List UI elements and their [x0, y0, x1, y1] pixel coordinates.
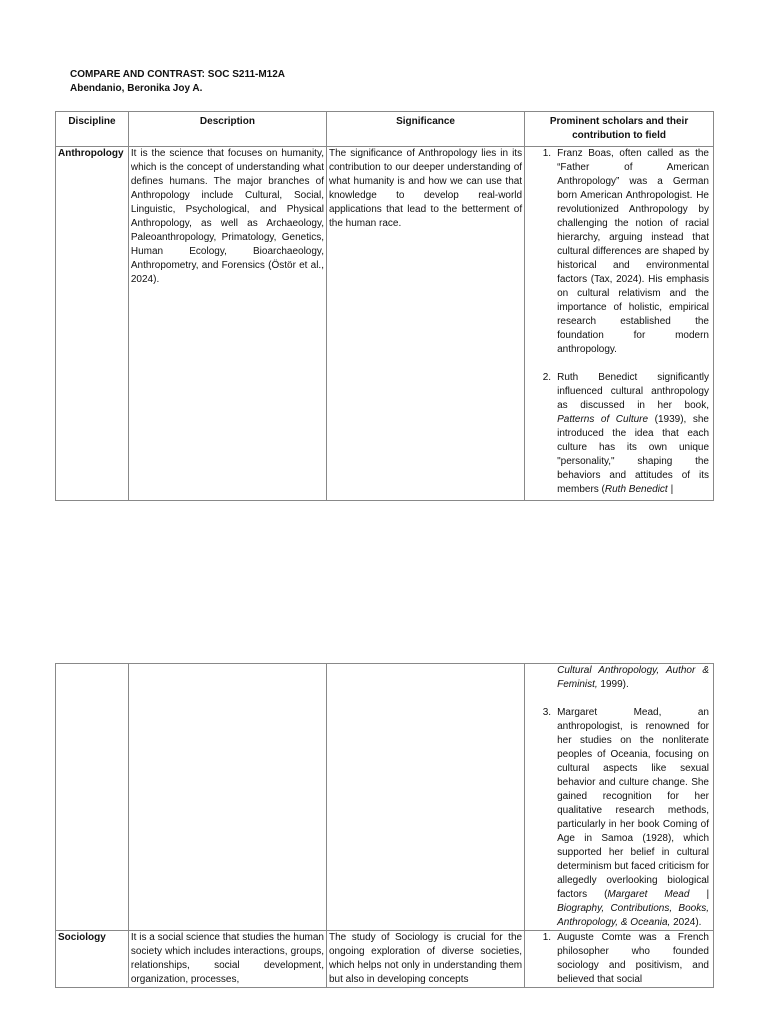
list-item: 1. Franz Boas, often called as the “Father of American Anthropology” was a German born American Anthropologist. He revolutionized Anthropology by challenging the notion of racial hierarchy, arguing instead that cultural differences are shaped by historical and environmental factors (Tax, 2024). His emphasis on cultural relativism and the importance of holistic, empirical research established the foundation for modern anthropology.	[542, 148, 709, 355]
scholar-boas: Franz Boas, often called as the “Father of American Anthropology” was a German born American Anthropologist. He revolutionized Anthropology by challenging the notion of racial hierarchy, arguing instead that cultural differences are shaped by historical and environmental factors (Tax, 2024). His emphasis on cultural relativism and the importance of holistic, empirical research established the foundation for modern anthropology.	[557, 148, 709, 355]
table-row-anthropology	[56, 147, 714, 501]
discipline-cell: Anthropology	[56, 147, 129, 501]
table-row-anthropology-continued	[56, 664, 714, 931]
scholar-benedict-continued: Cultural Anthropology, Author & Feminist, 1999).	[557, 665, 709, 690]
comparison-table-page2	[55, 663, 714, 988]
col-header-significance: Significance	[326, 112, 524, 147]
description-cell: It is the science that focuses on humanity, which is the concept of understanding what defines humans. The major branches of Anthropology include Cultural, Social, Linguistic, Psychological, and Physical Anthropology, as well as Archaeology, Paleoanthropology, Primatology, Genetics, Human Ecology, Bioarchaeology, Anthropometry, and Forensics (Östör et al., 2024).	[128, 147, 326, 501]
scholars-list	[527, 706, 711, 930]
course-title: COMPARE AND CONTRAST: SOC S211-M12A	[70, 69, 286, 80]
discipline-cell: Sociology	[56, 931, 129, 988]
col-header-scholars: Prominent scholars and their contribution to field	[525, 112, 714, 147]
list-item: 1. Auguste Comte was a French philosopher who founded sociology and positivism, and believed that social	[542, 932, 709, 985]
scholars-list	[527, 147, 711, 497]
scholar-mead: Margaret Mead, an anthropologist, is renowned for her studies on the nonliterate peoples of Oceania, focusing on cultural aspects like sexual behavior and culture change. She gained recognition for her qualitative research methods, particularly in her book Coming of Age in Samoa (1928), which supported her belief in cultural determinism but faced criticism for allegedly overlooking biological factors (Margaret Mead | Biography, Contributions, Books, Anthropology, & Oceania, 2024).	[557, 707, 710, 928]
document-header	[70, 68, 285, 96]
col-header-description: Description	[128, 112, 326, 147]
scholars-list	[527, 931, 711, 987]
list-item: 2. Ruth Benedict significantly influenced cultural anthropology as discussed in her book, Patterns of Culture (1939), she introduced the idea that each culture has its own unique "personality," shaping the behaviors and attitudes of its members (Ruth Benedict |	[542, 372, 709, 495]
table-row-sociology	[56, 931, 714, 988]
scholars-cell	[525, 147, 714, 501]
comparison-table-page1	[55, 111, 714, 501]
scholar-benedict: Ruth Benedict significantly influenced cultural anthropology as discussed in her book, Patterns of Culture (1939), she introduced the idea that each culture has its own unique "personality," shaping the behaviors and attitudes of its members (Ruth Benedict |	[557, 372, 709, 495]
scholars-cell	[525, 664, 714, 931]
scholars-cell	[525, 931, 714, 988]
significance-cell: The study of Sociology is crucial for the ongoing exploration of diverse societies, which helps not only in understanding them but also in developing concepts	[326, 931, 524, 988]
scholar-comte: Auguste Comte was a French philosopher who founded sociology and positivism, and believed that social	[557, 932, 709, 985]
table-header-row	[56, 112, 714, 147]
col-header-discipline: Discipline	[56, 112, 129, 147]
author-name: Abendanio, Beronika Joy A.	[70, 83, 203, 94]
significance-cell: The significance of Anthropology lies in its contribution to our deeper understanding of what humanity is and how we can use that knowledge to develop real-world applications that lead to the betterment of the human race.	[326, 147, 524, 501]
list-item: 3. Margaret Mead, an anthropologist, is renowned for her studies on the nonliterate peoples of Oceania, focusing on cultural aspects like sexual behavior and culture change. She gained recognition for her qualitative research methods, particularly in her book Coming of Age in Samoa (1928), which supported her belief in cultural determinism but faced criticism for allegedly overlooking biological factors (Margaret Mead | Biography, Contributions, Books, Anthropology, & Oceania, 2024).	[542, 707, 710, 928]
description-cell: It is a social science that studies the human society which includes interactions, groups, relationships, social development, organization, processes,	[128, 931, 326, 988]
